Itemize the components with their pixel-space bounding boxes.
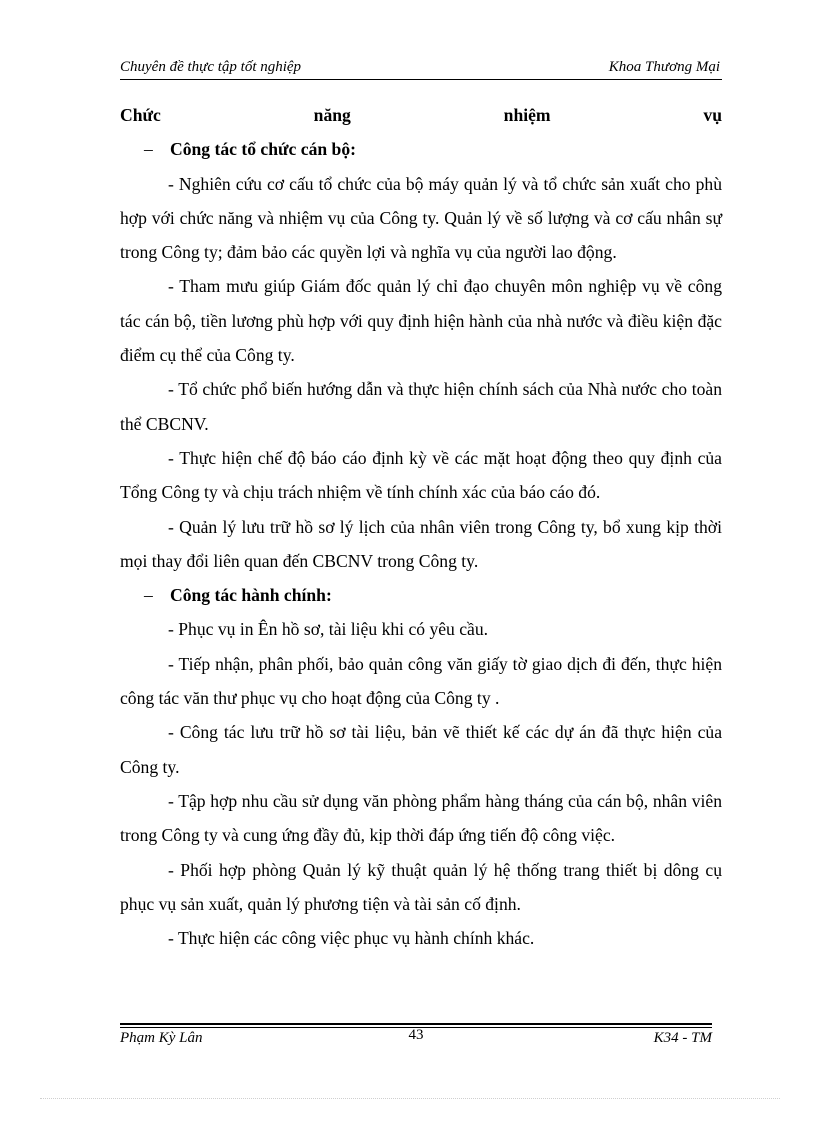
paragraph: - Phối hợp phòng Quản lý kỹ thuật quản lý hệ thống trang thiết bị dông cụ phục vụ sản xuất, quản lý phương tiện và tài sản cố định. — [120, 859, 722, 914]
heading-word: nhiệm — [503, 105, 551, 125]
page-number: 43 — [408, 1027, 424, 1043]
paragraph: - Tham mưu giúp Giám đốc quản lý chỉ đạo chuyên môn nghiệp vụ về công tác cán bộ, tiền lương phù hợp với quy định hiện hành của nhà nước và điều kiện đặc điểm cụ thể của Công ty. — [120, 276, 722, 366]
heading-word: vụ — [703, 105, 722, 125]
footer-author: Phạm Kỳ Lân — [120, 1030, 203, 1046]
dash-bullet-icon: – — [144, 585, 153, 606]
paragraph: - Nghiên cứu cơ cấu tổ chức của bộ máy quản lý và tổ chức sản xuất cho phù hợp với chức năng và nhiệm vụ của Công ty. Quản lý về số lượng và cơ cấu nhân sự trong Công ty; đảm bảo các quyền lợi và nghĩa vụ của người lao động. — [120, 173, 722, 263]
paragraph: - Tổ chức phổ biến hướng dẫn và thực hiện chính sách của Nhà nước cho toàn thể CBCNV. — [120, 379, 722, 434]
page-footer — [120, 1028, 712, 1052]
paragraph: - Thực hiện chế độ báo cáo định kỳ về các mặt hoạt động theo quy định của Tổng Công ty và chịu trách nhiệm về tính chính xác của báo cáo đó. — [120, 447, 722, 503]
paragraph: - Tập hợp nhu cầu sử dụng văn phòng phẩm hàng tháng của cán bộ, nhân viên trong Công ty và cung ứng đầy đủ, kịp thời đáp ứng tiến độ công việc. — [120, 790, 722, 846]
dash-bullet-icon: – — [144, 139, 153, 160]
subsection-title: Công tác hành chính: — [170, 585, 332, 606]
subsection-heading-personnel — [120, 132, 722, 166]
heading-word: Chức — [120, 105, 161, 125]
paragraph: - Quản lý lưu trữ hồ sơ lý lịch của nhân viên trong Công ty, bổ xung kịp thời mọi thay đổi liên quan đến CBCNV trong Công ty. — [120, 516, 722, 571]
paragraph: - Tiếp nhận, phân phối, bảo quản công văn giấy tờ giao dịch đi đến, thực hiện công tác văn thư phục vụ cho hoạt động của Công ty . — [120, 653, 722, 709]
page-content — [120, 98, 722, 955]
header-divider — [120, 79, 722, 80]
paragraph: - Phục vụ in Ên hồ sơ, tài liệu khi có yêu cầu. — [168, 619, 489, 640]
page-header — [120, 55, 720, 79]
subsection-title: Công tác tổ chức cán bộ: — [170, 139, 356, 160]
section-heading — [120, 98, 722, 132]
paragraph: - Công tác lưu trữ hồ sơ tài liệu, bản vẽ thiết kế các dự án đã thực hiện của Công ty. — [120, 722, 722, 777]
footer-class-code: K34 - TM — [653, 1030, 712, 1046]
page-bottom-edge — [40, 1098, 780, 1099]
paragraph: - Thực hiện các công việc phục vụ hành chính khác. — [168, 928, 535, 949]
footer-divider-thick — [120, 1023, 712, 1025]
heading-word: năng — [313, 105, 351, 125]
subsection-heading-administration — [120, 578, 722, 612]
header-right-title: Khoa Thương Mại — [608, 59, 720, 75]
header-left-title: Chuyên đề thực tập tốt nghiệp — [120, 59, 302, 75]
